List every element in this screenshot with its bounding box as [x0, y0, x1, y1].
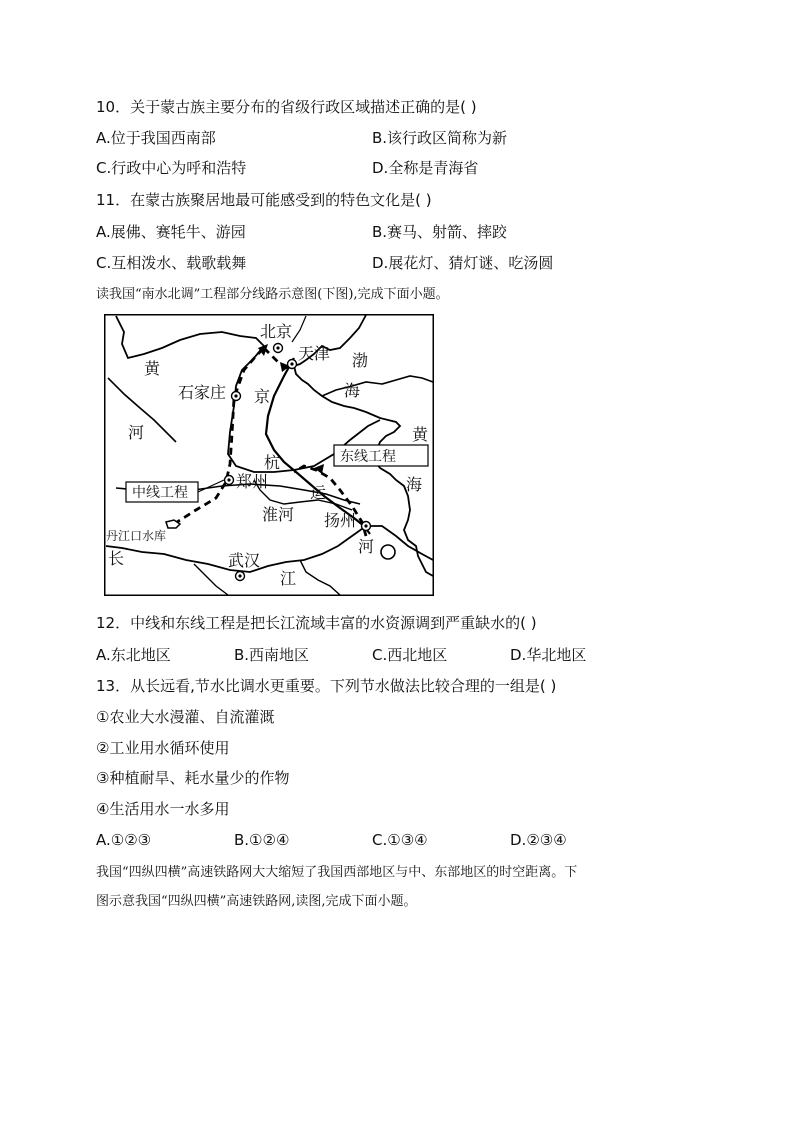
label-canal-1: 京 — [254, 387, 271, 406]
q10-option-d: D.全称是青海省 — [372, 159, 479, 177]
wuhan-marker — [236, 572, 245, 581]
q12-option-d: D.华北地区 — [510, 646, 587, 664]
q13-item-2: ②工业用水循环使用 — [96, 739, 230, 757]
railway-intro-line-1: 我国“四纵四横”高速铁路网大大缩短了我国西部地区与中、东部地区的时空距离。下 — [96, 865, 578, 880]
beijing-marker — [274, 344, 283, 353]
q13-option-b: B.①②④ — [234, 831, 290, 849]
label-canal-4: 河 — [358, 537, 375, 556]
label-yangtze-2: 江 — [280, 569, 297, 588]
question-13-stem: 13．从长远看,节水比调水更重要。下列节水做法比较合理的一组是( ) — [96, 677, 557, 695]
label-huaihe: 淮河 — [262, 505, 295, 524]
q11-option-a: A.展佛、赛牦牛、游园 — [96, 223, 246, 241]
q13-item-1: ①农业大水漫灌、自流灌溉 — [96, 708, 275, 726]
label-yangzhou: 扬州 — [324, 511, 357, 530]
q11-option-d: D.展花灯、猜灯谜、吃汤圆 — [372, 254, 554, 272]
label-yangtze-1: 长 — [108, 549, 125, 568]
q11-option-c: C.互相泼水、载歌载舞 — [96, 254, 247, 272]
label-shijiazhuang: 石家庄 — [178, 383, 227, 402]
label-wuhan: 武汉 — [228, 551, 261, 570]
label-bohai-2: 海 — [344, 381, 361, 400]
label-canal-3: 运 — [310, 483, 327, 502]
q13-option-d: D.②③④ — [510, 831, 567, 849]
tianjin-marker — [288, 360, 297, 369]
q10-option-b: B.该行政区简称为新 — [372, 129, 508, 147]
railway-intro-line-2: 图示意我国“四纵四横”高速铁路网,读图,完成下面小题。 — [96, 894, 417, 909]
q11-option-b: B.赛马、射箭、摔跤 — [372, 223, 508, 241]
question-10-stem: 10．关于蒙古族主要分布的省级行政区域描述正确的是( ) — [96, 98, 477, 116]
label-beijing: 北京 — [260, 322, 293, 341]
shijiazhuang-marker — [232, 392, 241, 401]
q10-option-c: C.行政中心为呼和浩特 — [96, 159, 247, 177]
q10-option-a: A.位于我国西南部 — [96, 129, 216, 147]
q12-option-c: C.西北地区 — [372, 646, 448, 664]
label-middle-route: 中线工程 — [132, 485, 188, 501]
south-north-water-diversion-map — [104, 314, 434, 596]
label-zhengzhou: 郑州 — [236, 472, 269, 491]
label-yellow-sea-1: 黄 — [412, 425, 429, 444]
q12-option-b: B.西南地区 — [234, 646, 310, 664]
question-11-stem: 11．在蒙古族聚居地最可能感受到的特色文化是( ) — [96, 191, 432, 209]
q13-item-4: ④生活用水一水多用 — [96, 800, 230, 818]
label-tianjin: 天津 — [298, 344, 331, 363]
label-yellow-river-2: 河 — [128, 423, 145, 442]
q13-option-c: C.①③④ — [372, 831, 428, 849]
label-east-route: 东线工程 — [340, 449, 396, 465]
label-yellow-sea-2: 海 — [406, 475, 423, 494]
zhengzhou-marker — [225, 476, 234, 485]
label-danjiangkou: 丹江口水库 — [106, 529, 167, 543]
q12-option-a: A.东北地区 — [96, 646, 171, 664]
label-bohai-1: 渤 — [352, 351, 369, 370]
q13-item-3: ③种植耐旱、耗水量少的作物 — [96, 769, 290, 787]
yangzhou-marker — [362, 522, 371, 531]
label-canal-2: 杭 — [264, 453, 281, 472]
question-12-stem: 12．中线和东线工程是把长江流域丰富的水资源调到严重缺水的( ) — [96, 614, 537, 632]
map-intro-text: 读我国“南水北调”工程部分线路示意图(下图),完成下面小题。 — [96, 287, 449, 302]
q13-option-a: A.①②③ — [96, 831, 152, 849]
label-yellow-river-1: 黄 — [144, 359, 161, 378]
